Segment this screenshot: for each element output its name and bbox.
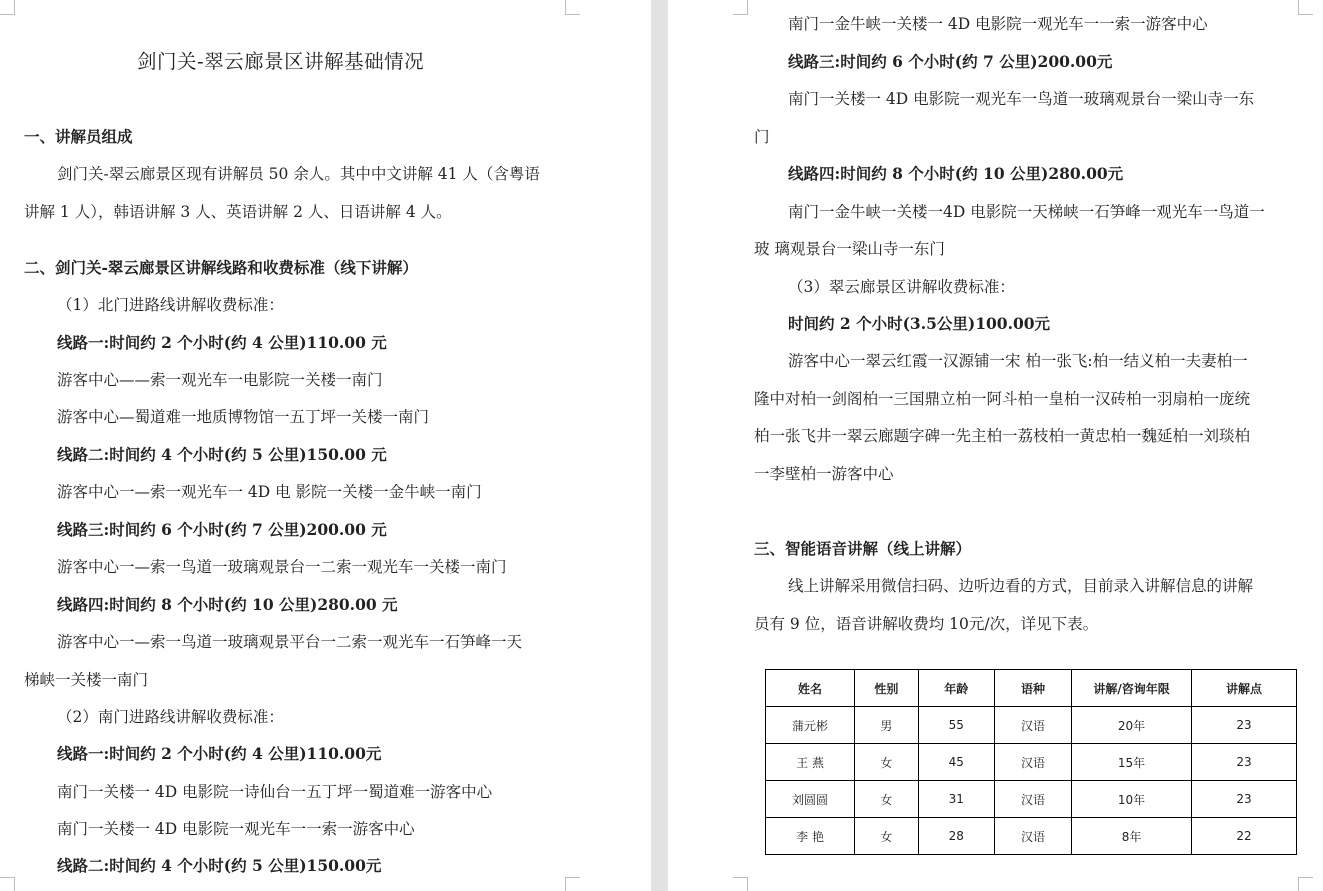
route-description: 南门一金牛峡一关楼一 4D 电影院一观光车一一索一游客中心 (788, 15, 1208, 33)
route-heading: 线路二:时间约 4 个小时(约 5 公里)150.00 元 (57, 445, 387, 464)
table-cell: 蒲元彬 (766, 707, 855, 744)
route-description: 游客中心—蜀道难一地质博物馆一五丁坪一关楼一南门 (57, 408, 430, 426)
section-heading-2: 二、剑门关-翠云廊景区讲解线路和收费标准（线下讲解） (24, 258, 418, 277)
table-cell: 10年 (1072, 781, 1192, 818)
table-cell: 15年 (1072, 744, 1192, 781)
table-cell: 23 (1191, 781, 1296, 818)
table-header-cell: 年龄 (918, 670, 994, 707)
route-heading: 线路一:时间约 2 个小时(约 4 公里)110.00元 (57, 744, 382, 763)
guide-table (765, 669, 1297, 855)
table-cell: 23 (1191, 707, 1296, 744)
route-heading: 线路三:时间约 6 个小时(约 7 公里)200.00 元 (57, 520, 387, 539)
paragraph-line: 剑门关-翠云廊景区现有讲解员 50 余人。其中中文讲解 41 人（含粤语 (57, 165, 540, 183)
page-corner-mark (733, 0, 748, 15)
paragraph-line: 讲解 1 人），韩语讲解 3 人、英语讲解 2 人、日语讲解 4 人。 (24, 203, 452, 221)
page-corner-mark (565, 877, 580, 891)
document-title: 剑门关-翠云廊景区讲解基础情况 (137, 50, 425, 73)
route-heading: 线路三:时间约 6 个小时(约 7 公里)200.00元 (788, 52, 1113, 71)
table-cell: 31 (918, 781, 994, 818)
route-description: 梯峡一关楼一南门 (24, 671, 149, 689)
table-cell: 22 (1191, 818, 1296, 855)
route-description: 南门一关楼一 4D 电影院一诗仙台一五丁坪一蜀道难一游客中心 (57, 783, 493, 801)
route-heading: 线路四:时间约 8 个小时(约 10 公里)280.00元 (788, 164, 1124, 183)
table-row (766, 707, 1297, 744)
route-description: 柏一张飞井一翠云廊题字碑一先主柏一荔枝柏一黄忠柏一魏延柏一刘琰柏 (754, 427, 1251, 445)
table-cell: 李 艳 (766, 818, 855, 855)
table-cell: 汉语 (994, 818, 1071, 855)
page-corner-mark (0, 877, 15, 891)
page-corner-mark (0, 0, 15, 15)
route-heading: 时间约 2 个小时(3.5公里)100.00元 (788, 314, 1051, 333)
table-cell: 20年 (1072, 707, 1192, 744)
route-description: 游客中心一—索一鸟道一玻璃观景台一二索一观光车一关楼一南门 (57, 558, 507, 576)
route-description: 游客中心——索一观光车一电影院一关楼一南门 (57, 371, 383, 389)
table-cell: 女 (855, 781, 918, 818)
table-header-cell: 讲解点 (1191, 670, 1296, 707)
table-row (766, 781, 1297, 818)
document-page-left (0, 0, 651, 891)
table-cell: 45 (918, 744, 994, 781)
route-description: 游客中心一—索一鸟道一玻璃观景平台一二索一观光车一石笋峰一天 (57, 633, 523, 651)
route-description: 隆中对柏一剑阁柏一三国鼎立柏一阿斗柏一皇柏一汉砖柏一羽扇柏一庞统 (754, 390, 1251, 408)
subsection-heading: （3）翠云廊景区讲解收费标准： (788, 278, 1015, 296)
table-cell: 55 (918, 707, 994, 744)
route-description: 门 (754, 128, 770, 146)
table-cell: 刘圆圆 (766, 781, 855, 818)
table-cell: 8年 (1072, 818, 1192, 855)
section-heading-1: 一、讲解员组成 (24, 127, 133, 146)
document-page-right (668, 0, 1323, 891)
route-description: 南门一关楼一 4D 电影院一观光车一鸟道一玻璃观景台一梁山寺一东 (788, 90, 1255, 108)
route-description: 一李壁柏一游客中心 (754, 465, 894, 483)
table-header-cell: 性别 (855, 670, 918, 707)
table-row (766, 744, 1297, 781)
paragraph-line: 员有 9 位，语音讲解收费均 10元/次，详见下表。 (754, 615, 1099, 633)
route-heading: 线路一:时间约 2 个小时(约 4 公里)110.00 元 (57, 333, 387, 352)
section-heading-3: 三、智能语音讲解（线上讲解） (754, 539, 972, 558)
table-header-row (766, 670, 1297, 707)
paragraph-line: 线上讲解采用微信扫码、边听边看的方式，目前录入讲解信息的讲解 (788, 577, 1254, 595)
table-cell: 23 (1191, 744, 1296, 781)
table-header-cell: 讲解/咨询年限 (1072, 670, 1192, 707)
page-corner-mark (1298, 877, 1313, 891)
table-cell: 女 (855, 744, 918, 781)
subsection-heading: （1）北门进路线讲解收费标准： (57, 296, 284, 314)
page-corner-mark (565, 0, 580, 15)
table-cell: 汉语 (994, 781, 1071, 818)
table-cell: 汉语 (994, 707, 1071, 744)
page-gutter (651, 0, 668, 891)
route-heading: 线路二:时间约 4 个小时(约 5 公里)150.00元 (57, 856, 382, 875)
table-header-cell: 语种 (994, 670, 1071, 707)
page-corner-mark (733, 877, 748, 891)
subsection-heading: （2）南门进路线讲解收费标准： (57, 708, 284, 726)
table-cell: 28 (918, 818, 994, 855)
page-corner-mark (1298, 0, 1313, 15)
table-cell: 女 (855, 818, 918, 855)
route-description: 南门一关楼一 4D 电影院一观光车一一索一游客中心 (57, 820, 415, 838)
route-description: 玻 璃观景台一梁山寺一东门 (754, 240, 945, 258)
table-cell: 男 (855, 707, 918, 744)
table-cell: 王 燕 (766, 744, 855, 781)
route-heading: 线路四:时间约 8 个小时(约 10 公里)280.00 元 (57, 595, 398, 614)
route-description: 南门一金牛峡一关楼一4D 电影院一天梯峡一石笋峰一观光车一鸟道一 (788, 203, 1265, 221)
table-cell: 汉语 (994, 744, 1071, 781)
table-header-cell: 姓名 (766, 670, 855, 707)
route-description: 游客中心一翠云红霞一汉源铺一宋 柏一张飞:柏一结义柏一夫妻柏一 (788, 352, 1248, 370)
table-row (766, 818, 1297, 855)
route-description: 游客中心一—索一观光车一 4D 电 影院一关楼一金牛峡一南门 (57, 483, 482, 501)
